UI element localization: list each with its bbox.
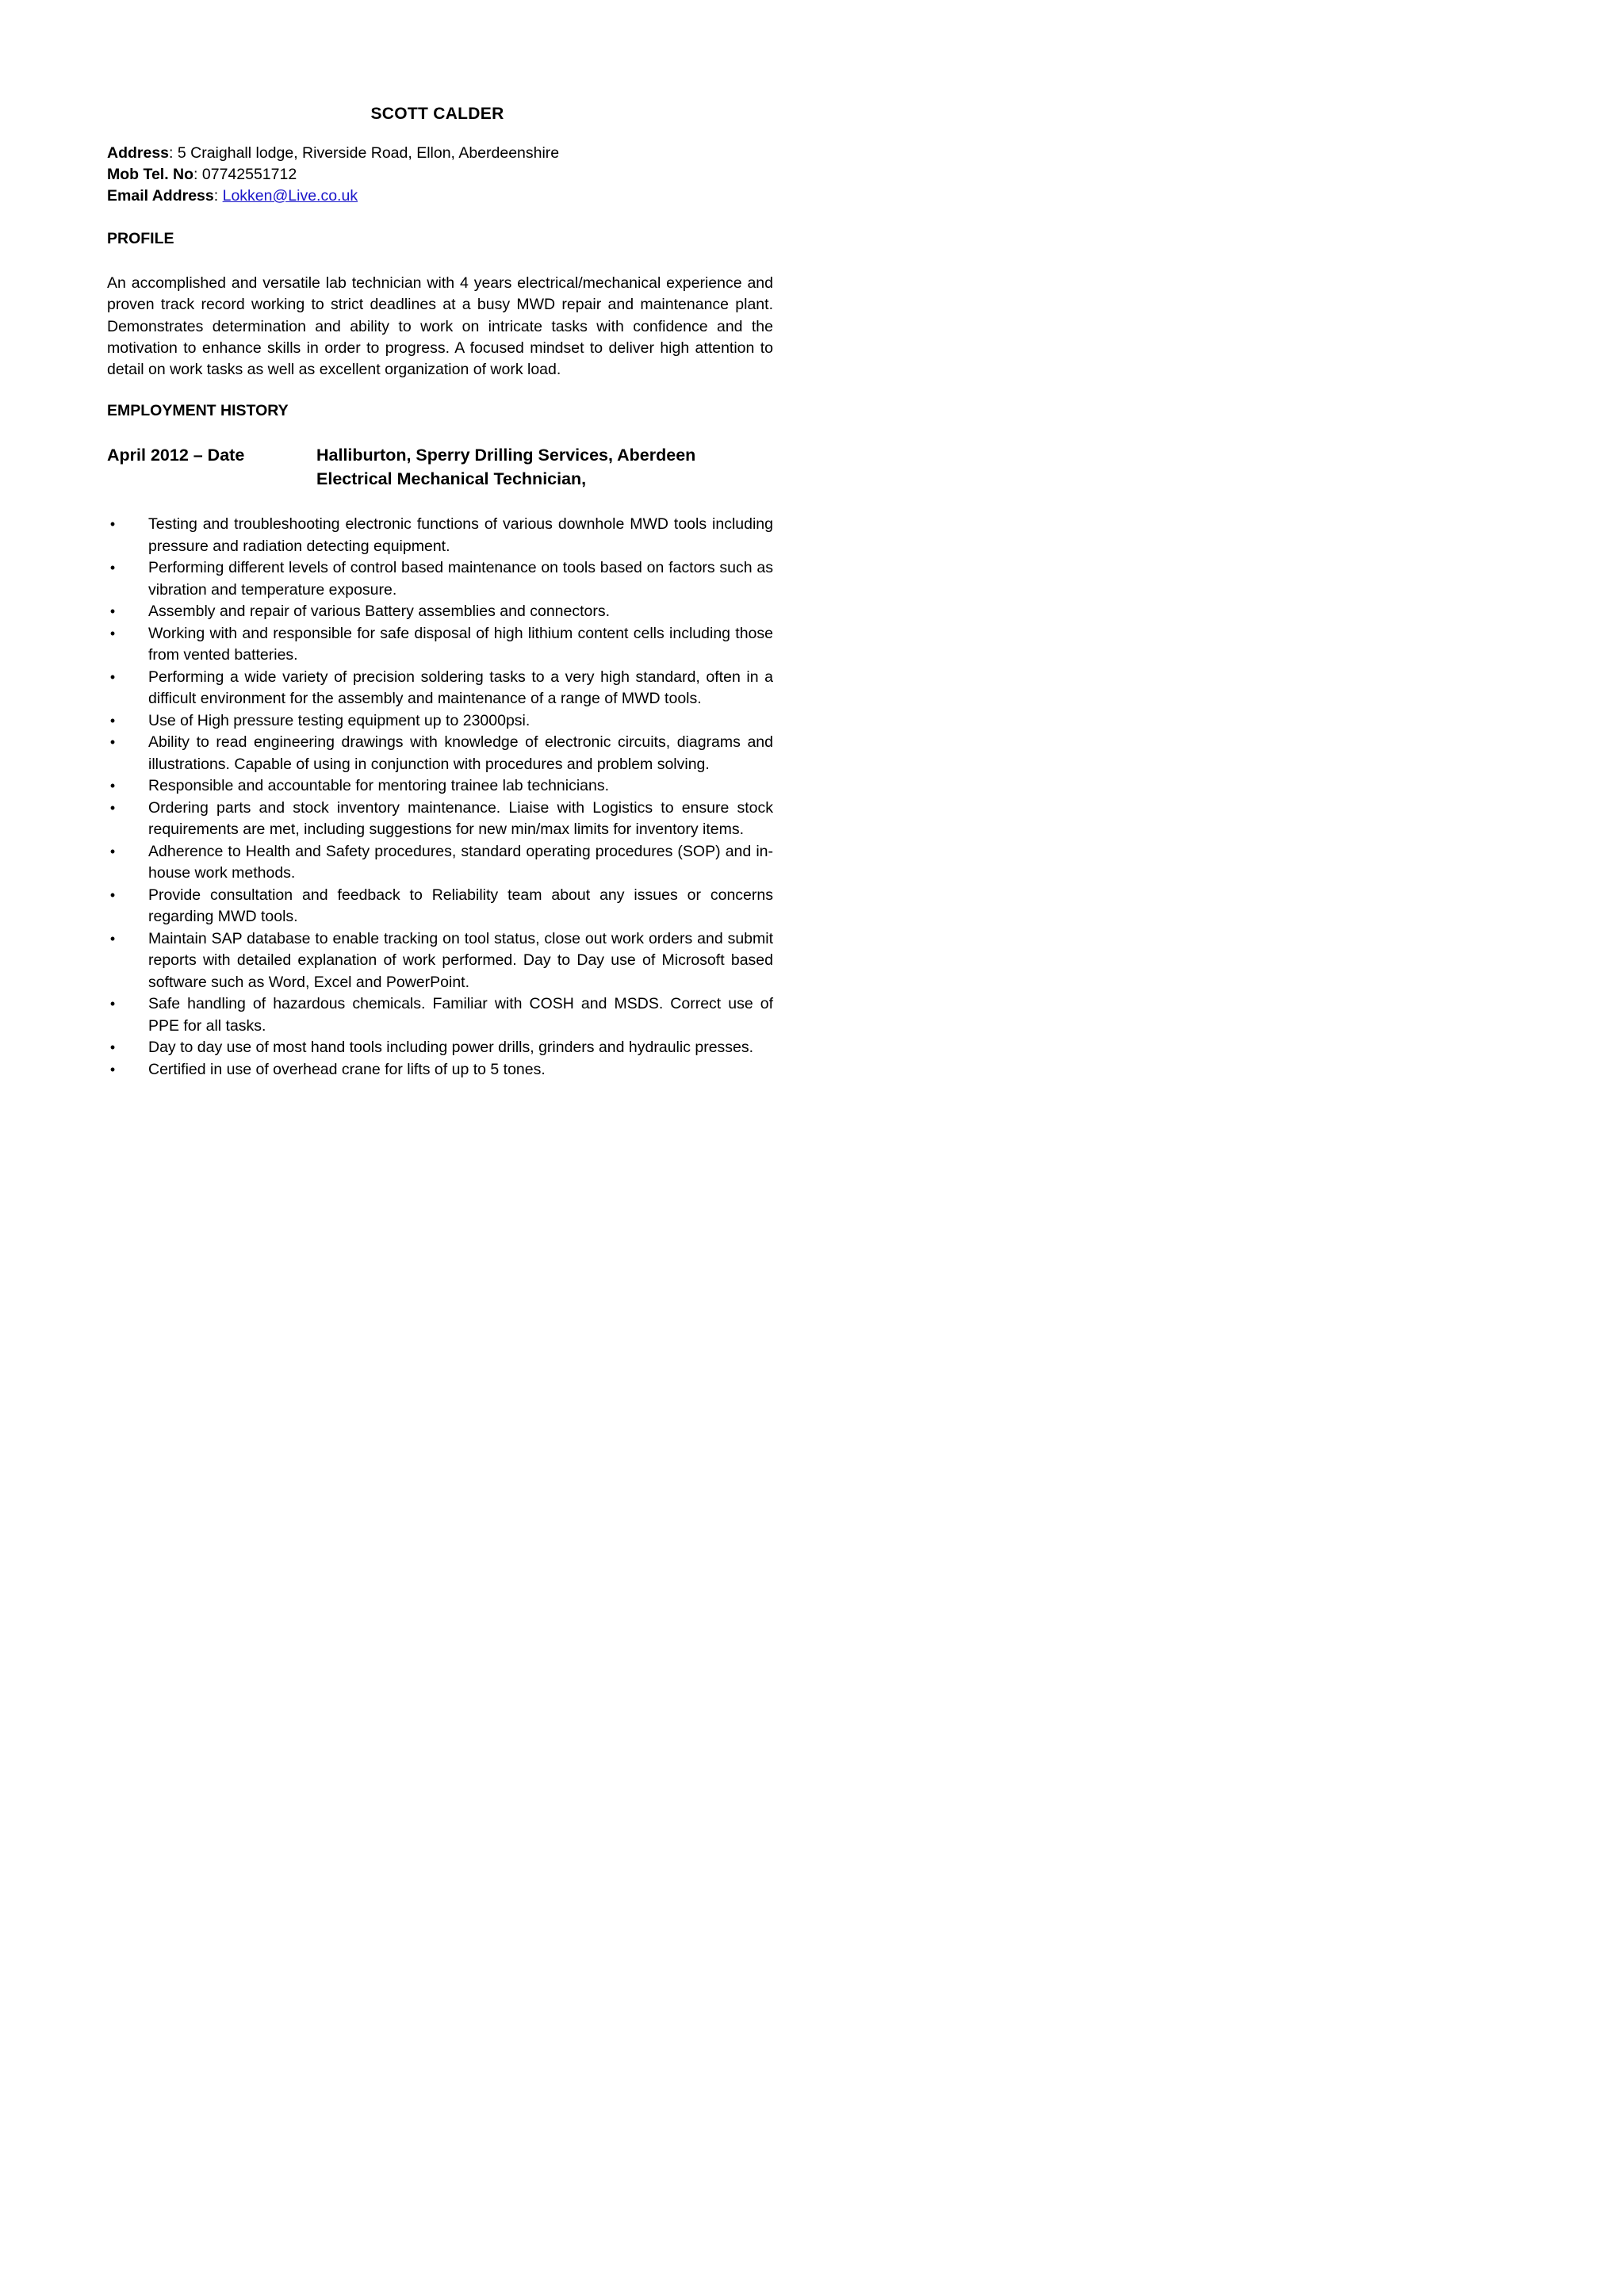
address-label: Address xyxy=(107,144,170,162)
duty-text: Ordering parts and stock inventory maintenance. Liaise with Logistics to ensure stock requirements are met, including suggestions for new min/max limits for inventory items. xyxy=(148,798,773,838)
bullet-icon: • xyxy=(109,886,116,903)
list-item xyxy=(107,557,773,601)
email-line xyxy=(107,186,559,207)
duty-text: Assembly and repair of various Battery assemblies and connectors. xyxy=(148,603,611,620)
list-item xyxy=(107,623,773,667)
address-value: : 5 Craighall lodge, Riverside Road, Ellon, Aberdeenshire xyxy=(169,144,560,162)
bullet-icon: • xyxy=(109,560,116,576)
bullet-icon: • xyxy=(109,516,116,532)
duties-list xyxy=(107,514,773,1081)
bullet-icon: • xyxy=(109,603,116,619)
email-label: Email Address xyxy=(107,187,214,205)
bullet-icon: • xyxy=(109,843,116,859)
phone-value: : 07742551712 xyxy=(193,166,297,183)
duty-text: Working with and responsible for safe disposal of high lithium content cells including those from vented batteries. xyxy=(148,624,773,664)
duty-text: Performing different levels of control based maintenance on tools based on factors such as vibration and temperature exposure. xyxy=(148,559,773,599)
list-item xyxy=(107,732,773,775)
bullet-icon: • xyxy=(109,996,116,1012)
resume-page xyxy=(0,0,875,1237)
bullet-icon: • xyxy=(109,930,116,947)
phone-line xyxy=(107,164,559,186)
duty-text: Use of High pressure testing equipment up to 23000psi. xyxy=(148,711,530,729)
email-separator: : xyxy=(213,187,223,205)
duty-text: Adherence to Health and Safety procedures, standard operating procedures (SOP) and in-house work methods. xyxy=(148,842,773,882)
bullet-icon: • xyxy=(109,1061,116,1077)
list-item xyxy=(107,1037,773,1059)
duty-text: Ability to read engineering drawings with knowledge of electronic circuits, diagrams and illustrations. Capable of using in conjunction with procedures and problem solving. xyxy=(148,733,773,773)
list-item xyxy=(107,514,773,557)
list-item xyxy=(107,710,773,733)
job-dates: April 2012 – Date xyxy=(107,446,245,465)
duty-text: Certified in use of overhead crane for lifts of up to 5 tones. xyxy=(148,1060,546,1078)
list-item xyxy=(107,993,773,1037)
bullet-icon: • xyxy=(109,1039,116,1055)
bullet-icon: • xyxy=(109,712,116,729)
bullet-icon: • xyxy=(109,734,116,750)
list-item xyxy=(107,928,773,994)
list-item xyxy=(107,885,773,928)
phone-label: Mob Tel. No xyxy=(107,166,194,183)
duty-text: Maintain SAP database to enable tracking on tool status, close out work orders and submit reports with detailed explanation of work performed. Day to Day use of Microsoft based software such as Word, Excel and PowerPoint. xyxy=(148,929,773,991)
bullet-icon: • xyxy=(109,625,116,641)
duty-text: Responsible and accountable for mentoring trainee lab technicians. xyxy=(148,777,610,794)
bullet-icon: • xyxy=(109,799,116,816)
job-company: Halliburton, Sperry Drilling Services, Aberdeen xyxy=(316,446,696,465)
bullet-icon: • xyxy=(109,778,116,794)
list-item xyxy=(107,798,773,841)
duty-text: Provide consultation and feedback to Reliability team about any issues or concerns regarding MWD tools. xyxy=(148,886,773,925)
duty-text: Testing and troubleshooting electronic functions of various downhole MWD tools including pressure and radiation detecting equipment. xyxy=(148,515,773,555)
candidate-name: SCOTT CALDER xyxy=(370,105,504,123)
contact-block xyxy=(107,143,559,207)
employment-heading: EMPLOYMENT HISTORY xyxy=(107,402,289,419)
list-item xyxy=(107,775,773,798)
list-item xyxy=(107,601,773,623)
bullet-icon: • xyxy=(109,668,116,685)
duty-text: Safe handling of hazardous chemicals. Familiar with COSH and MSDS. Correct use of PPE for all tasks. xyxy=(148,995,773,1035)
email-link[interactable]: Lokken@Live.co.uk xyxy=(222,187,358,205)
duty-text: Day to day use of most hand tools including power drills, grinders and hydraulic presses. xyxy=(148,1039,754,1056)
profile-paragraph: An accomplished and versatile lab technician with 4 years electrical/mechanical experience and proven track record working to strict deadlines at a busy MWD repair and maintenance plant. Demonstrates determination and ability to work on intricate tasks with confidence and the motivation to enhance skills in order to progress. A focused mindset to deliver high attention to detail on work tasks as well as excellent organization of work load. xyxy=(107,274,773,379)
list-item xyxy=(107,667,773,710)
profile-heading: PROFILE xyxy=(107,230,174,247)
list-item xyxy=(107,841,773,885)
list-item xyxy=(107,1059,773,1081)
job-title: Electrical Mechanical Technician, xyxy=(316,469,587,488)
duty-text: Performing a wide variety of precision soldering tasks to a very high standard, often in a difficult environment for the assembly and maintenance of a range of MWD tools. xyxy=(148,668,773,707)
address-line xyxy=(107,143,559,164)
